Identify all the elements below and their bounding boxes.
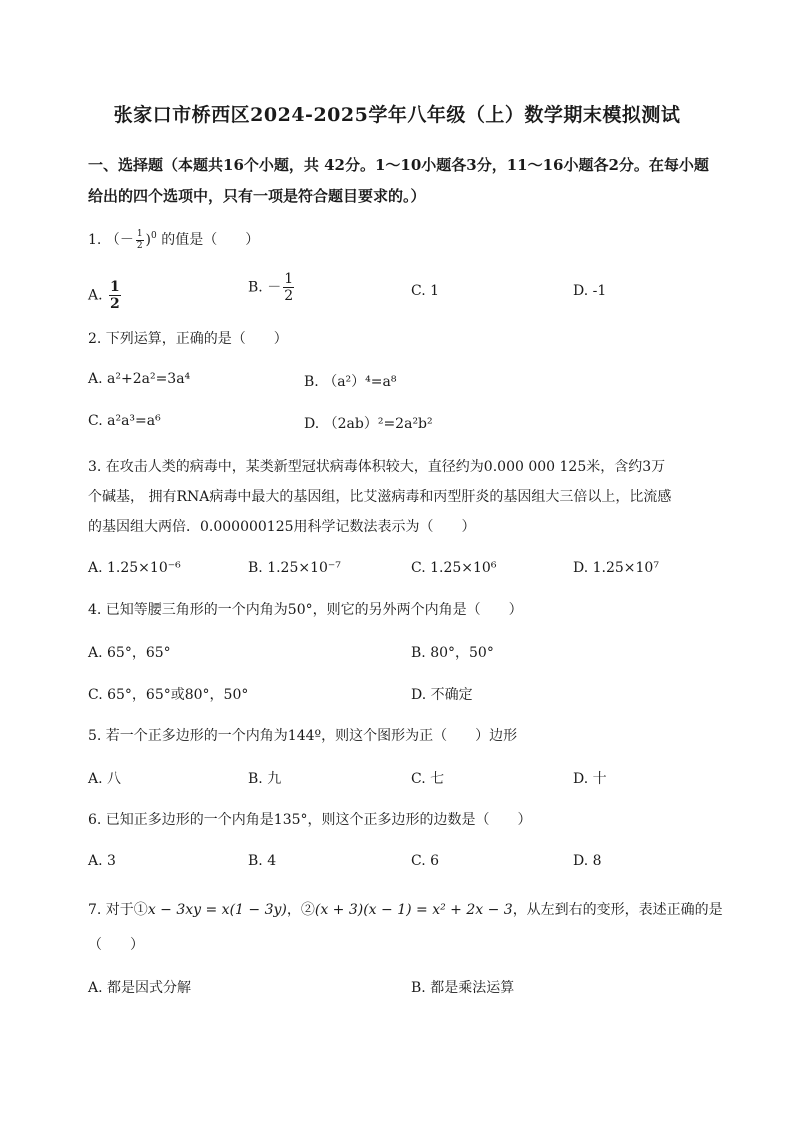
question-7-stem-line-2: （ ） bbox=[88, 937, 144, 953]
q1-minus-sign: － bbox=[119, 232, 134, 248]
q1-option-c[interactable]: C. 1 bbox=[411, 283, 440, 299]
page-title: 张家口市桥西区2024-2025学年八年级（上）数学期末模拟测试 bbox=[113, 104, 681, 126]
q1-fraction-numerator: 1 bbox=[136, 228, 143, 239]
q2-option-b[interactable]: B. （a²）⁴=a⁸ bbox=[304, 374, 397, 390]
q5-option-d[interactable]: D. 十 bbox=[573, 771, 607, 787]
q3-option-c[interactable]: C. 1.25×10⁶ bbox=[411, 560, 497, 576]
q3-option-d[interactable]: D. 1.25×10⁷ bbox=[573, 560, 659, 576]
q7-stem-middle: ，② bbox=[286, 902, 315, 918]
q7-option-a[interactable]: A. 都是因式分解 bbox=[88, 980, 192, 996]
q7-expression-1: x − 3xy = x(1 − 3y) bbox=[147, 902, 287, 918]
section-heading: 一、选择题（本题共16个小题，共 42分。1～10小题各3分，11～16小题各2分。在每小题给出的四个选项中，只有一项是符合题目要求的。） bbox=[88, 156, 709, 205]
question-3-line-1: 3. 在攻击人类的病毒中，某类新型冠状病毒体积较大，直径约为0.000 000 125米，含约3万 bbox=[88, 459, 666, 475]
q1-option-a[interactable] bbox=[88, 280, 123, 311]
question-3-line-3: 的基因组大两倍．0.000000125用科学记数法表示为（ ） bbox=[88, 519, 476, 535]
q6-option-a[interactable]: A. 3 bbox=[88, 853, 116, 869]
q1-fraction bbox=[136, 230, 144, 251]
question-2-stem: 2. 下列运算，正确的是（ ） bbox=[88, 331, 288, 347]
question-7-stem bbox=[88, 899, 723, 919]
q1-option-a-denominator: 2 bbox=[110, 296, 120, 312]
q1-option-d[interactable]: D. -1 bbox=[573, 283, 607, 299]
q3-option-a[interactable]: A. 1.25×10⁻⁶ bbox=[88, 560, 181, 576]
q5-option-b[interactable]: B. 九 bbox=[248, 771, 282, 787]
q7-stem-tail: ，从左到右的变形，表述正确的是 bbox=[512, 902, 723, 918]
q3-option-b[interactable]: B. 1.25×10⁻⁷ bbox=[248, 560, 341, 576]
q7-expression-2: (x + 3)(x − 1) = x² + 2x − 3 bbox=[314, 902, 513, 918]
q1-option-b-numerator: 1 bbox=[284, 271, 294, 287]
q1-option-a-numerator: 1 bbox=[110, 279, 120, 295]
q2-option-c[interactable]: C. a²a³=a⁶ bbox=[88, 413, 161, 429]
q1-stem-tail: 的值是（ ） bbox=[161, 232, 260, 248]
q1-option-b-label: B. － bbox=[248, 279, 282, 296]
q4-option-a[interactable]: A. 65°，65° bbox=[88, 645, 171, 661]
q6-option-c[interactable]: C. 6 bbox=[411, 853, 440, 869]
q4-option-d[interactable]: D. 不确定 bbox=[411, 687, 473, 703]
q2-option-a[interactable]: A. a²+2a²=3a⁴ bbox=[88, 371, 191, 387]
question-1-stem: 1. （－ $\frac{1}{2}$ )$^0$ 的值是（ ） bbox=[88, 228, 260, 251]
question-3-line-2: 个碱基， 拥有RNA病毒中最大的基因组，比艾滋病毒和丙型肝炎的基因组大三倍以上，比流感 bbox=[88, 489, 672, 505]
q5-option-a[interactable]: A. 八 bbox=[88, 771, 122, 787]
q2-option-d[interactable]: D. （2ab）²=2a²b² bbox=[304, 416, 433, 432]
q1-exponent: 0 bbox=[151, 231, 157, 241]
q6-option-d[interactable]: D. 8 bbox=[573, 853, 602, 869]
q5-option-c[interactable]: C. 七 bbox=[411, 771, 445, 787]
question-6-stem: 6. 已知正多边形的一个内角是135°，则这个正多边形的边数是（ ） bbox=[88, 812, 532, 828]
q1-stem-prefix: 1. （ bbox=[88, 232, 120, 248]
q1-fraction-denominator: 2 bbox=[136, 240, 143, 251]
q7-option-b[interactable]: B. 都是乘法运算 bbox=[411, 980, 515, 996]
q6-option-b[interactable]: B. 4 bbox=[248, 853, 277, 869]
q1-option-b-denominator: 2 bbox=[284, 288, 294, 304]
q4-option-b[interactable]: B. 80°，50° bbox=[411, 645, 494, 661]
q1-option-b-fraction bbox=[283, 272, 294, 303]
q7-stem-prefix: 7. 对于① bbox=[88, 902, 148, 918]
q1-option-a-fraction bbox=[109, 280, 121, 311]
question-5-stem: 5. 若一个正多边形的一个内角为144º，则这个图形为正（ ）边形 bbox=[88, 728, 518, 744]
q4-option-c[interactable]: C. 65°，65°或80°，50° bbox=[88, 687, 249, 703]
q1-option-b[interactable] bbox=[248, 272, 296, 303]
question-4-stem: 4. 已知等腰三角形的一个内角为50°，则它的另外两个内角是（ ） bbox=[88, 602, 523, 618]
q1-option-a-label: A. bbox=[88, 287, 103, 304]
